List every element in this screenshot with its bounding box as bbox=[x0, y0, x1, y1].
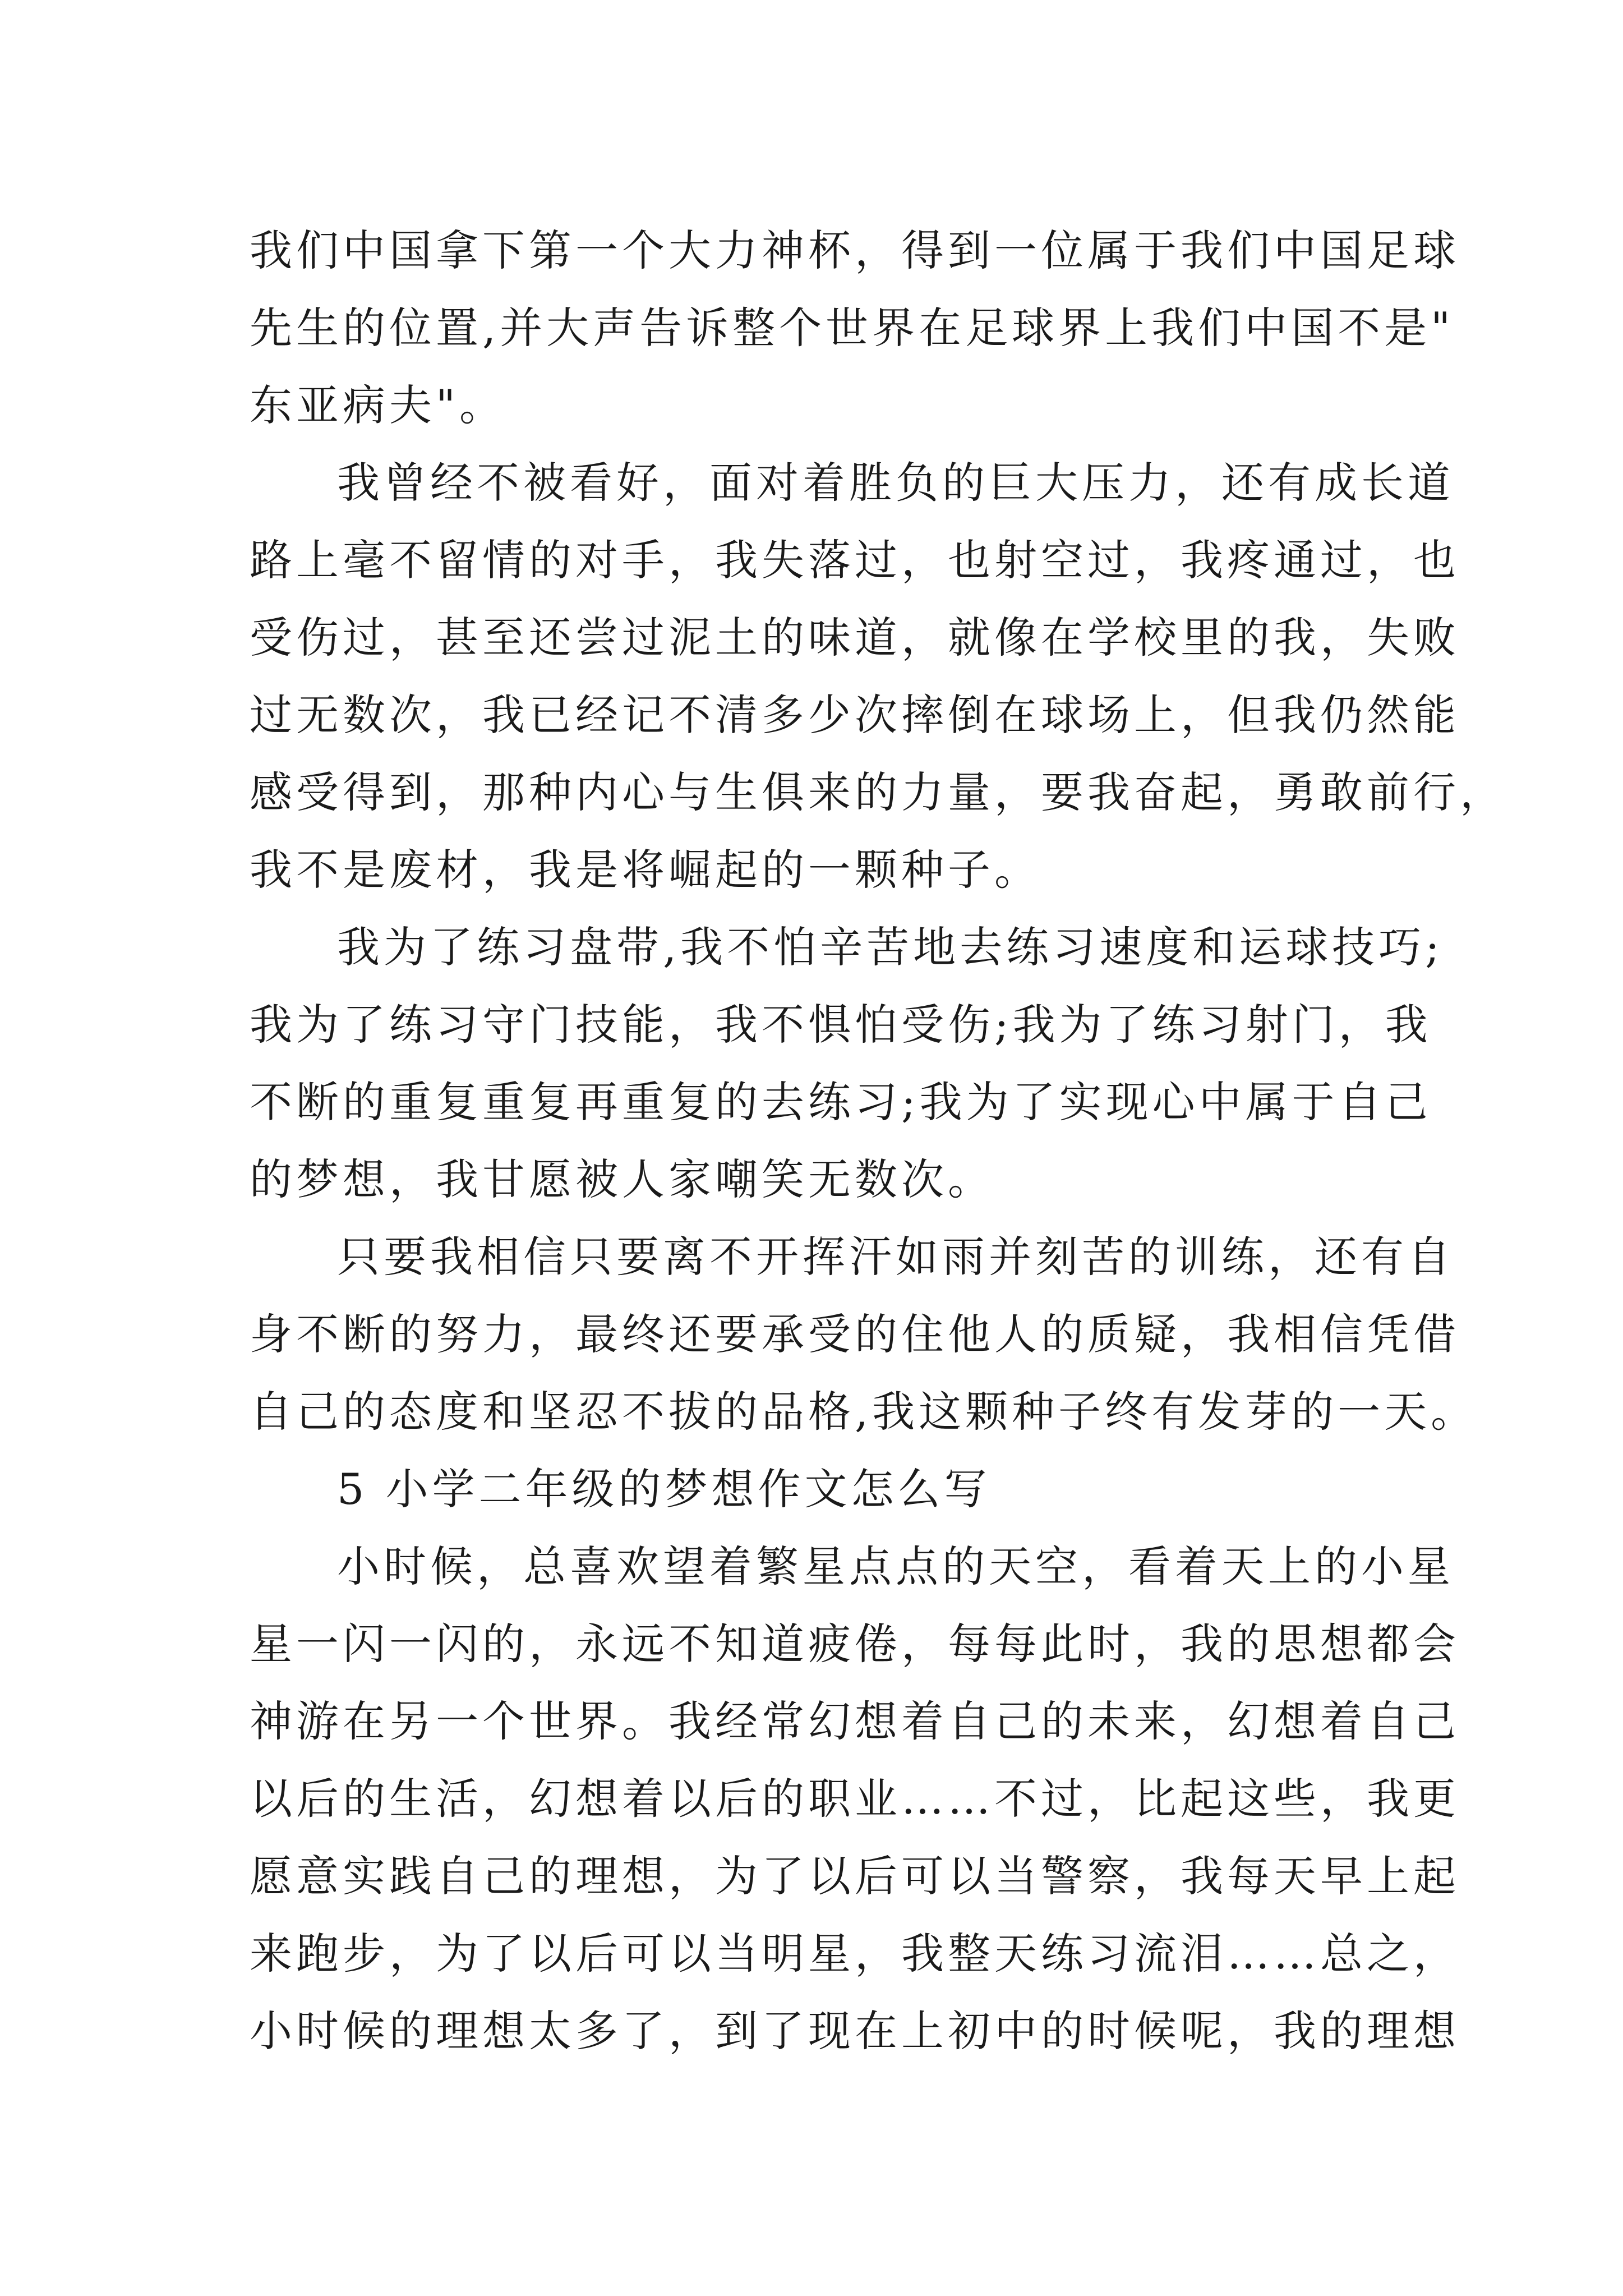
text-line: 感受得到，那种内心与生俱来的力量，要我奋起，勇敢前行， bbox=[250, 767, 1506, 817]
text-line: 身不断的努力，最终还要承受的住他人的质疑，我相信凭借 bbox=[250, 1309, 1460, 1359]
text-line: 受伤过，甚至还尝过泥土的味道，就像在学校里的我，失败 bbox=[250, 613, 1460, 662]
text-line: 以后的生活，幻想着以后的职业……不过，比起这些，我更 bbox=[250, 1774, 1460, 1824]
paragraph-first-line: 我为了练习盘带,我不怕辛苦地去练习速度和运球技巧; bbox=[337, 922, 1444, 972]
text-line: 我不是废材，我是将崛起的一颗种子。 bbox=[250, 845, 1041, 895]
text-line: 来跑步，为了以后可以当明星，我整天练习流泪……总之， bbox=[250, 1929, 1460, 1978]
text-line: 过无数次，我已经记不清多少次摔倒在球场上，但我仍然能 bbox=[250, 690, 1460, 740]
paragraph-first-line: 我曾经不被看好，面对着胜负的巨大压力，还有成长道 bbox=[337, 458, 1454, 508]
text-line: 不断的重复重复再重复的去练习;我为了实现心中属于自己 bbox=[250, 1077, 1432, 1127]
paragraph-first-line: 只要我相信只要离不开挥汗如雨并刻苦的训练，还有自 bbox=[337, 1232, 1454, 1282]
text-line: 我为了练习守门技能，我不惧怕受伤;我为了练习射门，我 bbox=[250, 1000, 1432, 1050]
text-line: 我们中国拿下第一个大力神杯，得到一位属于我们中国足球 bbox=[250, 226, 1460, 275]
document-body bbox=[250, 212, 1506, 2070]
text-line: 自己的态度和坚忍不拔的品格,我这颗种子终有发芽的一天。 bbox=[250, 1387, 1478, 1437]
paragraph-first-line: 5 小学二年级的梦想作文怎么写 bbox=[337, 1464, 991, 1514]
text-line: 愿意实践自己的理想，为了以后可以当警察，我每天早上起 bbox=[250, 1851, 1460, 1901]
text-line: 先生的位置,并大声告诉整个世界在足球界上我们中国不是" bbox=[250, 303, 1455, 353]
text-line: 东亚病夫"。 bbox=[250, 380, 506, 430]
text-line: 的梦想，我甘愿被人家嘲笑无数次。 bbox=[250, 1154, 994, 1204]
text-line: 路上毫不留情的对手，我失落过，也射空过，我疼通过，也 bbox=[250, 535, 1460, 585]
text-line: 小时候的理想太多了，到了现在上初中的时候呢，我的理想 bbox=[250, 2006, 1460, 2056]
text-line: 神游在另一个世界。我经常幻想着自己的未来，幻想着自己 bbox=[250, 1696, 1460, 1746]
paragraph-first-line: 小时候，总喜欢望着繁星点点的天空，看着天上的小星 bbox=[337, 1542, 1454, 1591]
text-line: 星一闪一闪的，永远不知道疲倦，每每此时，我的思想都会 bbox=[250, 1619, 1460, 1669]
